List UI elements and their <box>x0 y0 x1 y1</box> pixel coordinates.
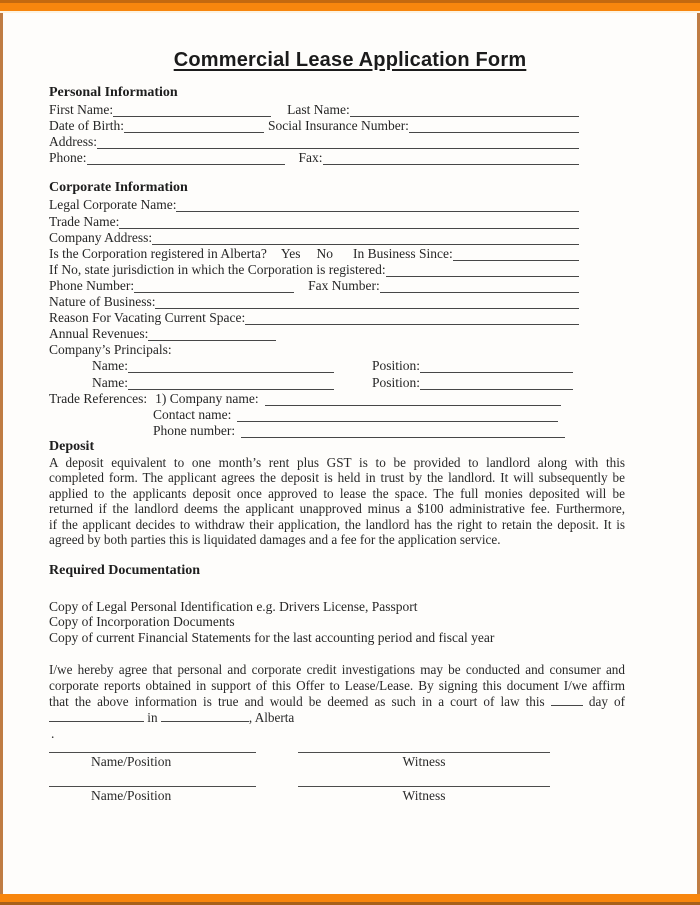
sin-blank-line <box>409 119 579 133</box>
corporate-phone-label: Phone Number: <box>49 277 135 293</box>
principal-name-label: Name: <box>92 374 128 390</box>
principal-name-blank-line <box>128 376 334 390</box>
nature-of-business-blank-line <box>155 295 579 309</box>
corporate-fax-blank-line <box>380 279 579 293</box>
deposit-paragraph-line: applied to the applicants deposit once approved to lease the space. The full monies deposited will be <box>49 485 625 501</box>
address-blank-line <box>97 135 579 149</box>
signature-spacer <box>256 752 298 769</box>
signature-row-1 <box>49 752 579 769</box>
company-address-label: Company Address: <box>49 229 153 245</box>
witness-block-2 <box>298 786 550 803</box>
agreement-line: corporate reports obtained in support of this Offer to Lease/Lease. By signing this document I/we affirm <box>49 678 625 694</box>
reason-vacating-blank-line <box>245 311 579 325</box>
day-of-text: day of <box>588 693 626 709</box>
stray-period: . <box>51 726 55 742</box>
top-orange-border <box>0 0 700 13</box>
reference-company-name-blank-line <box>265 392 561 406</box>
reference-phone-label: Phone number: <box>153 422 236 438</box>
principal-name-blank-line <box>128 359 334 373</box>
deposit-paragraph <box>49 455 625 548</box>
first-name-label: First Name: <box>49 102 114 118</box>
first-name-blank-line <box>113 103 271 117</box>
form-title <box>3 49 697 72</box>
left-orange-border <box>0 0 3 905</box>
address-row <box>49 133 579 149</box>
corporate-section-heading: Corporate Information <box>49 180 188 196</box>
fax-label: Fax: <box>298 150 323 166</box>
alberta-text: , Alberta <box>248 709 295 725</box>
required-doc-item: Copy of current Financial Statements for the last accounting period and fiscal year <box>49 629 495 645</box>
city-blank-line <box>161 710 249 722</box>
trade-references-row <box>49 390 561 406</box>
principal-1-row <box>92 357 573 373</box>
witness-block-1 <box>298 752 550 769</box>
company-address-blank-line <box>152 231 579 245</box>
signature-block-2 <box>49 786 256 803</box>
month-blank-line <box>49 710 144 722</box>
annual-revenues-blank-line <box>148 327 276 341</box>
required-doc-item: Copy of Legal Personal Identification e.g. Drivers License, Passport <box>49 598 418 614</box>
date-of-birth-blank-line <box>124 119 264 133</box>
phone-blank-line <box>87 151 285 165</box>
name-row <box>49 101 579 117</box>
deposit-paragraph-line: agreed by both parties this is liquidated damages and a fee for the application service. <box>49 532 501 548</box>
witness-label: Witness <box>402 788 446 804</box>
deposit-paragraph-line: A deposit equivalent to one month’s rent plus GST is to be provided to landlord along with this <box>49 454 625 470</box>
no-option: No <box>316 245 333 261</box>
day-blank-line <box>551 694 583 706</box>
agreement-line <box>49 694 625 710</box>
signature-row-2 <box>49 786 579 803</box>
phone-label: Phone: <box>49 150 87 166</box>
principals-row <box>49 341 579 357</box>
reference-contact-blank-line <box>237 408 558 422</box>
phone-fax-row <box>49 149 579 165</box>
deposit-section-heading: Deposit <box>49 438 95 454</box>
legal-corporate-name-row <box>49 196 579 212</box>
principal-2-row <box>92 373 573 389</box>
reason-vacating-row <box>49 309 579 325</box>
nature-of-business-label: Nature of Business: <box>49 294 156 310</box>
trade-name-label: Trade Name: <box>49 213 120 229</box>
legal-corporate-name-label: Legal Corporate Name: <box>49 197 177 213</box>
annual-revenues-row <box>49 325 579 341</box>
jurisdiction-blank-line <box>386 263 579 277</box>
required-docs-list <box>49 599 697 646</box>
in-text: in <box>147 709 158 725</box>
principal-position-blank-line <box>420 359 573 373</box>
form-document <box>3 13 697 803</box>
agreement-line: I/we hereby agree that personal and corporate credit investigations may be conducted and consumer and <box>49 662 625 678</box>
registered-question-label: Is the Corporation registered in Alberta? <box>49 245 267 261</box>
corporate-phone-fax-row <box>49 277 579 293</box>
registered-in-alberta-row <box>49 245 579 261</box>
sin-label: Social Insurance Number: <box>267 118 409 134</box>
corporate-fax-label: Fax Number: <box>308 277 380 293</box>
jurisdiction-label: If No, state jurisdiction in which the Corporation is registered: <box>49 261 386 277</box>
deposit-paragraph-line: completed form. The applicant agrees the deposit is held in trust by the landlord. It will subsequently be <box>49 470 625 486</box>
required-doc-item: Copy of Incorporation Documents <box>49 614 235 630</box>
principal-name-label: Name: <box>92 358 128 374</box>
principal-position-label: Position: <box>372 358 421 374</box>
principals-label: Company’s Principals: <box>49 342 172 358</box>
form-title-text: Commercial Lease Application Form <box>173 49 527 71</box>
corporate-phone-blank-line <box>134 279 294 293</box>
in-business-since-blank-line <box>453 247 579 261</box>
trade-references-label: Trade References: <box>49 390 148 406</box>
deposit-paragraph-line: returned if the landlord deems the applicant unapproved minus a $100 administrative fee. Furthermore, <box>49 501 625 517</box>
reference-contact-label: Contact name: <box>153 406 232 422</box>
last-name-blank-line <box>350 103 579 117</box>
legal-corporate-name-blank-line <box>176 198 579 212</box>
required-docs-section-heading: Required Documentation <box>49 562 201 578</box>
reference-contact-row <box>153 406 558 422</box>
witness-label: Witness <box>402 754 446 770</box>
trade-name-blank-line <box>119 215 579 229</box>
name-position-label: Name/Position <box>91 788 172 804</box>
date-of-birth-label: Date of Birth: <box>49 118 124 134</box>
dob-sin-row <box>49 117 579 133</box>
reference-phone-blank-line <box>241 424 565 438</box>
nature-of-business-row <box>49 293 579 309</box>
agreement-line <box>49 710 625 726</box>
trade-name-row <box>49 212 579 228</box>
address-label: Address: <box>49 134 97 150</box>
principal-position-blank-line <box>420 376 573 390</box>
name-position-label: Name/Position <box>91 754 172 770</box>
reference-company-name-label: 1) Company name: <box>155 390 259 406</box>
agreement-line-text: that the above information is true and would be deemed as such in a court of law this <box>49 693 545 709</box>
last-name-label: Last Name: <box>287 102 350 118</box>
in-business-since-label: In Business Since: <box>352 245 453 261</box>
jurisdiction-row <box>49 261 579 277</box>
annual-revenues-label: Annual Revenues: <box>49 326 149 342</box>
personal-section-heading: Personal Information <box>49 85 178 100</box>
company-address-row <box>49 229 579 245</box>
bottom-orange-border <box>0 894 700 905</box>
deposit-paragraph-line: if the applicant decides to withdraw their application, the landlord has the right to retain the deposit. It is <box>49 516 625 532</box>
reference-phone-row <box>153 422 565 438</box>
signature-block-1 <box>49 752 256 769</box>
signature-spacer <box>256 786 298 803</box>
principal-position-label: Position: <box>372 374 421 390</box>
fax-blank-line <box>323 151 579 165</box>
agreement-paragraph <box>49 662 625 725</box>
yes-option: Yes <box>280 245 301 261</box>
reason-vacating-label: Reason For Vacating Current Space: <box>49 310 246 326</box>
